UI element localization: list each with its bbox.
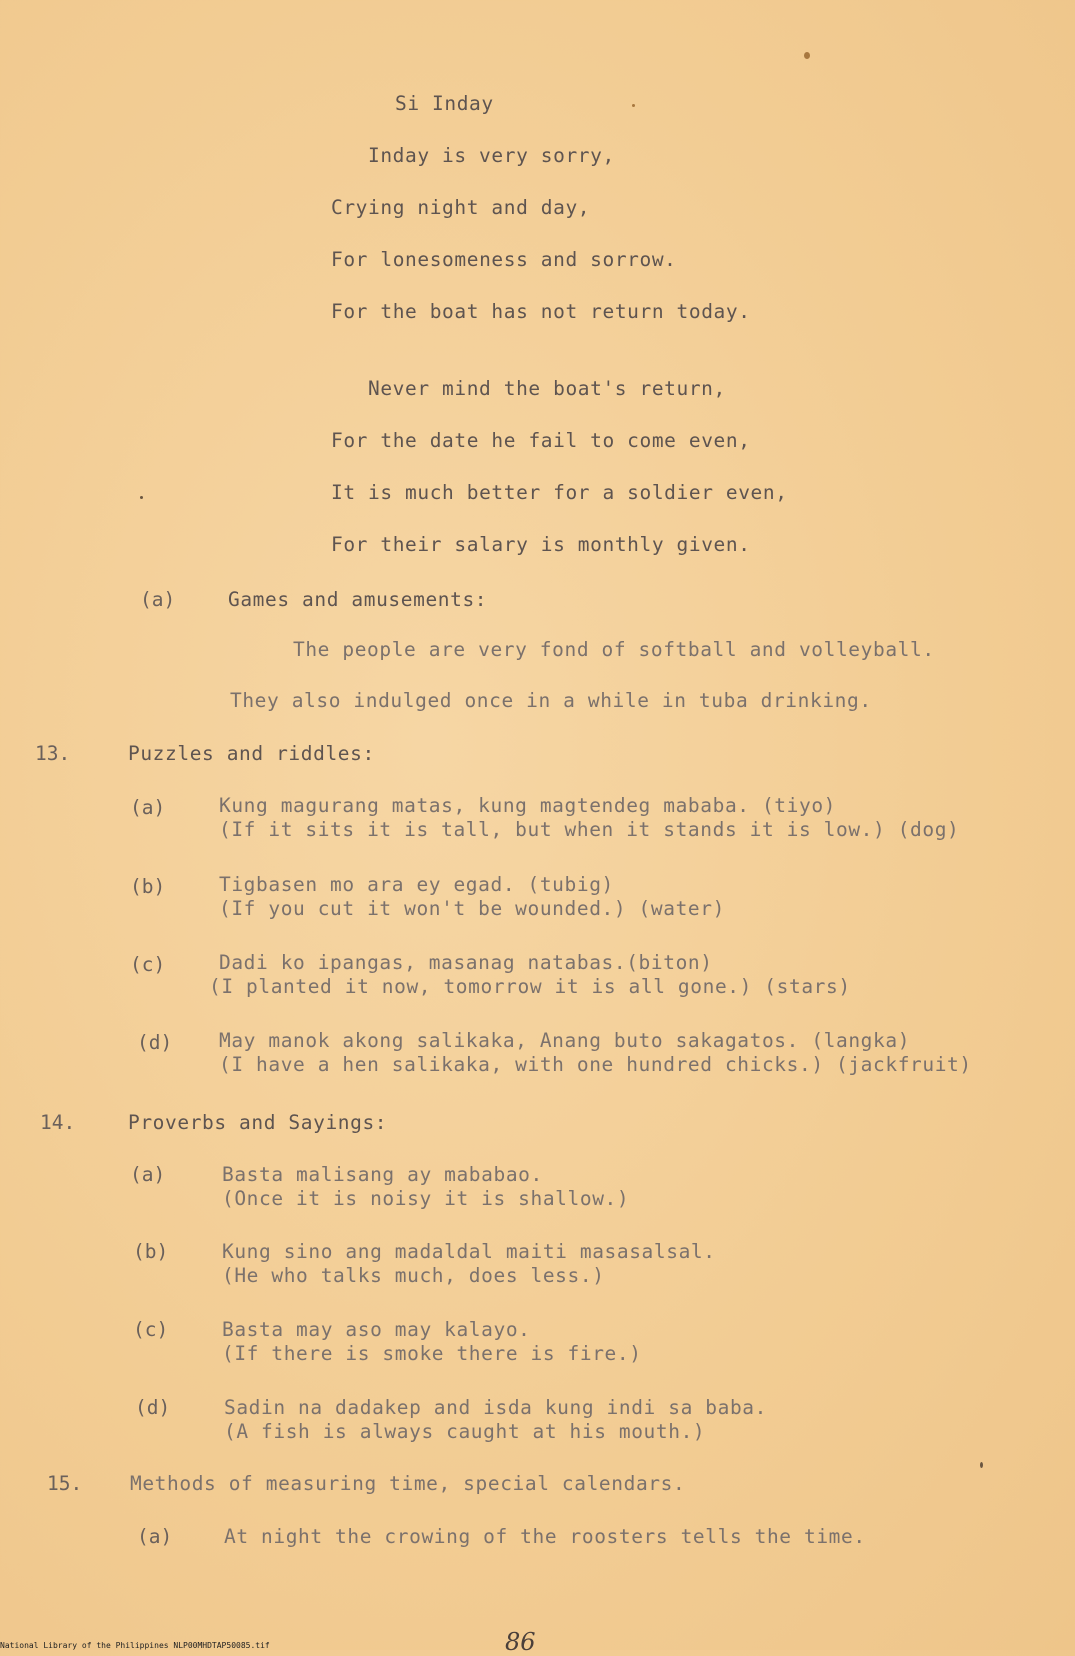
section-number: 13. <box>35 742 71 765</box>
poem-line: For their salary is monthly given. <box>331 533 751 556</box>
poem-line: Inday is very sorry, <box>368 144 615 167</box>
poem-line: For the date he fail to come even, <box>331 429 751 452</box>
item-line: (If you cut it won't be wounded.) (water) <box>219 897 725 920</box>
item-line: Kung magurang matas, kung magtendeg mababa. (tiyo) <box>219 794 836 817</box>
body-line: The people are very fond of softball and volleyball. <box>293 638 935 661</box>
item-line: May manok akong salikaka, Anang buto sakagatos. (langka) <box>219 1029 911 1052</box>
section-heading: Proverbs and Sayings: <box>128 1111 388 1134</box>
item-line: (If it sits it is tall, but when it stands it is low.) (dog) <box>219 818 960 841</box>
item-label: (d) <box>135 1396 171 1419</box>
item-line: (A fish is always caught at his mouth.) <box>224 1420 706 1443</box>
item-label: (c) <box>133 1318 169 1341</box>
item-label: (b) <box>130 875 166 898</box>
item-label: (a) <box>130 796 166 819</box>
section-number: 15. <box>47 1472 83 1495</box>
item-label: (c) <box>130 953 166 976</box>
footer-caption: National Library of the Philippines NLP00MHDTAP50085.tif <box>0 1641 270 1650</box>
poem-line: Never mind the boat's return, <box>368 377 726 400</box>
section-number: 14. <box>40 1111 76 1134</box>
poem-line: For the boat has not return today. <box>331 300 751 323</box>
item-line: Dadi ko ipangas, masanag natabas.(biton) <box>219 951 713 974</box>
poem-title: Si Inday <box>395 92 494 115</box>
item-line: (Once it is noisy it is shallow.) <box>222 1187 630 1210</box>
item-label: (b) <box>133 1240 169 1263</box>
item-line: Tigbasen mo ara ey egad. (tubig) <box>219 873 614 896</box>
paper-speck <box>980 1462 983 1468</box>
poem-line: Crying night and day, <box>331 196 591 219</box>
item-line: Kung sino ang madaldal maiti masasalsal. <box>222 1240 716 1263</box>
paper-speck <box>140 496 143 499</box>
item-line: Basta may aso may kalayo. <box>222 1318 531 1341</box>
item-line: Sadin na dadakep and isda kung indi sa baba. <box>224 1396 767 1419</box>
poem-line: For lonesomeness and sorrow. <box>331 248 677 271</box>
item-label: (a) <box>140 588 176 611</box>
section-heading: Methods of measuring time, special calendars. <box>130 1472 686 1495</box>
paper-speck <box>804 52 810 59</box>
section-heading: Games and amusements: <box>228 588 488 611</box>
item-line: Basta malisang ay mababao. <box>222 1163 543 1186</box>
item-label: (a) <box>137 1525 173 1548</box>
item-label: (d) <box>137 1031 173 1054</box>
poem-line: It is much better for a soldier even, <box>331 481 788 504</box>
body-line: They also indulged once in a while in tuba drinking. <box>230 689 872 712</box>
item-line: At night the crowing of the roosters tells the time. <box>224 1525 866 1548</box>
section-heading: Puzzles and riddles: <box>128 742 375 765</box>
item-line: (I planted it now, tomorrow it is all gone.) (stars) <box>209 975 851 998</box>
item-label: (a) <box>130 1163 166 1186</box>
paper-speck <box>632 104 635 107</box>
item-line: (If there is smoke there is fire.) <box>222 1342 642 1365</box>
item-line: (I have a hen salikaka, with one hundred chicks.) (jackfruit) <box>219 1053 972 1076</box>
item-line: (He who talks much, does less.) <box>222 1264 605 1287</box>
page-number: 86 <box>505 1628 536 1656</box>
